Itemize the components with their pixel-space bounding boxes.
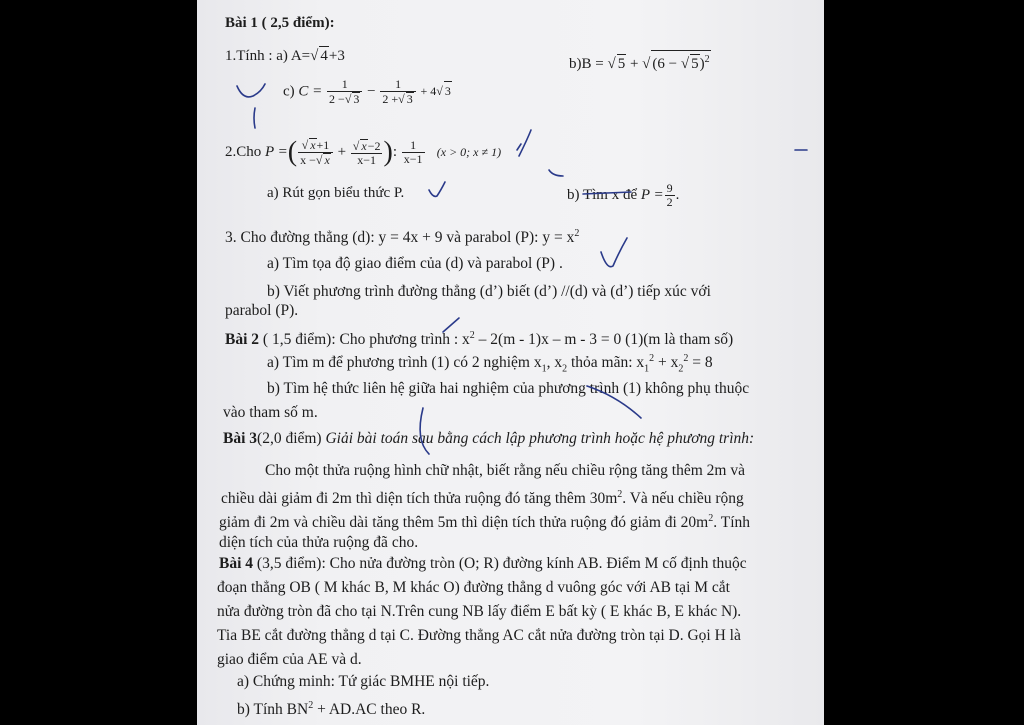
bai4-line1: Bài 4 (3,5 điểm): Cho nửa đường tròn (O; R) đường kính AB. Điểm M cố định thuộc — [219, 555, 747, 572]
bai4-line4: Tia BE cắt đường thẳng d tại C. Đường thẳng AC cắt nửa đường tròn tại D. Gọi H là — [217, 627, 741, 644]
bai1-q3b-line2: parabol (P). — [225, 302, 299, 319]
bai3-p3: giảm đi 2m và chiều dài tăng thêm 5m thì diện tích thửa ruộng đó giảm đi $20m^2$. Tính — [219, 513, 750, 532]
q1c-C: C = — [298, 83, 323, 100]
q2-frac2: $\frac{√ x-2}{x-1}$ — [352, 138, 381, 167]
q2-frac1: $\frac{√ x+1}{x -√ x}$ — [298, 138, 333, 167]
exam-paper — [197, 0, 824, 725]
bai1-title: Bài 1 ( 2,5 điểm): — [225, 15, 335, 31]
bai4-line2: đoạn thẳng OB ( M khác B, M khác O) đường thẳng d vuông góc với AB tại M cắt — [217, 579, 730, 596]
check-mark-q1c — [237, 84, 265, 97]
pen-stroke-1 — [254, 108, 255, 128]
bai4-b: b) Tính $BN^2 + AD.AC$ theo R. — [237, 700, 426, 719]
bai1-q2: 2.Cho P =( $\frac{√ x+1}{x -√ x}$ + $\frac{√ x-2}{x-1}$ ): $\frac{1}{x-1}$ (x > 0; x ≠ 1) — [225, 136, 502, 168]
q1b-inner-r: 5 — [691, 56, 699, 72]
q2-label: 2.Cho — [225, 143, 262, 160]
bai4-a: a) Chứng minh: Tứ giác BMHE nội tiếp. — [237, 673, 490, 690]
q2-cond: (x > 0; x ≠ 1) — [436, 144, 502, 159]
bai4-line3: nửa đường tròn đã cho tại N.Trên cung NB lấy điểm E bất kỳ ( E khác B, E khác N). — [217, 603, 742, 620]
bai3-p2: chiều dài giảm đi 2m thì diện tích thửa ruộng đó tăng thêm $30m^2$. Và nếu chiều rộng — [221, 489, 744, 508]
q1a-rest: +3 — [328, 48, 345, 64]
pen-stroke-3 — [549, 170, 563, 176]
q1b-r1: 5 — [617, 56, 626, 72]
bai1-q3a: a) Tìm tọa độ giao điểm của (d) và parabol (P) . — [267, 255, 563, 272]
bai3-p4: diện tích của thửa ruộng đã cho. — [219, 534, 419, 551]
q1a-radicand: 4 — [320, 48, 328, 64]
bai1-q2a: a) Rút gọn biểu thức P. — [267, 185, 405, 201]
q1c-frac2: $\frac{1}{2 +√ 3}$ — [380, 78, 415, 106]
q1c-label: c) — [283, 83, 295, 100]
q2b-label: b) Tìm x để — [567, 186, 638, 203]
bai2-a: a) Tìm m để phương trình (1) có 2 nghiệm $x_1$, $x_2$ thỏa mãn: $x_1^2 + x_2^2 = 8$ — [267, 353, 713, 375]
q2-frac3: $\frac{1}{x-1}$ — [403, 138, 423, 166]
check-mark-q2a — [429, 182, 445, 196]
q2-P: P = — [265, 143, 288, 160]
check-mark-q3a — [601, 238, 627, 267]
bai3-title: Bài 3(2,0 điểm) Giải bài toán sau bằng cách lập phương trình hoặc hệ phương trình: — [223, 430, 755, 447]
bai2-b-line2: vào tham số m. — [223, 404, 318, 421]
q1a-label: a) A= — [276, 48, 311, 64]
bai1-q1: 1.Tính : a) A=√ 4+3 — [225, 48, 345, 64]
q1c-frac1: $\frac{1}{2 -√ 3}$ — [327, 78, 362, 106]
bai3-p1: Cho một thửa ruộng hình chữ nhật, biết rằng nếu chiều rộng tăng thêm 2m và — [265, 462, 745, 479]
q1b-label: b)B = — [569, 56, 604, 72]
bai4-line5: giao điểm của AE và d. — [217, 651, 362, 668]
q1b-inner: 6 − — [657, 56, 678, 72]
bai2-b-line1: b) Tìm hệ thức liên hệ giữa hai nghiệm của phương trình (1) không phụ thuộc — [267, 380, 750, 397]
bai1-q1b: b)B = √ 5 + √ (6 − √ 5)$^2$ — [569, 50, 711, 73]
bai1-q3: 3. Cho đường thẳng (d): y = 4x + 9 và parabol (P): $y = x^2$ — [225, 228, 580, 247]
pen-stroke-2 — [517, 130, 531, 156]
bai1-q3b-line1: b) Viết phương trình đường thẳng (d’) biết (d’) //(d) và (d’) tiếp xúc với — [267, 283, 711, 300]
q1-label: 1.Tính : — [225, 48, 273, 64]
bai1-q1c: c) C = $\frac{1}{2 -√ 3}$ − $\frac{1}{2 +√ 3}$ + 4√ 3 — [283, 77, 451, 106]
bai1-q2b: b) Tìm x để P = $\frac{9}{2}$ . — [567, 181, 680, 209]
bai2-title: Bài 2 ( 1,5 điểm): Cho phương trình : $x^2 - 2(m - 1)x - m - 3 = 0$ (1)(m là tham số) — [225, 330, 734, 349]
